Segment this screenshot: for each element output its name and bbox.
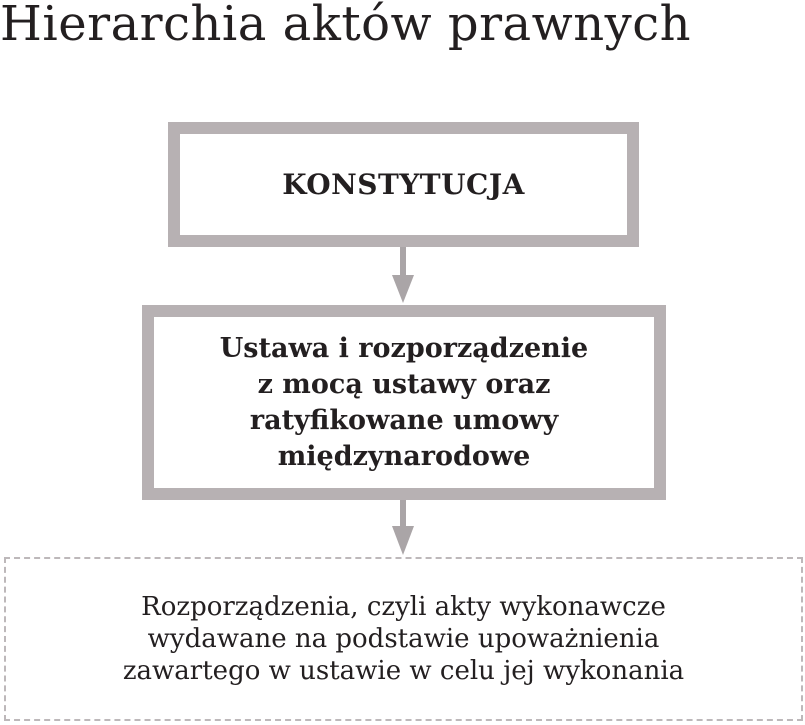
level-statutes-box: [142, 305, 666, 500]
arrow-down-icon: [388, 500, 418, 560]
level-constitution-label: KONSTYTUCJA: [282, 168, 525, 201]
level-statutes-line: Ustawa i rozporządzenie: [219, 332, 589, 364]
level-regulations-line: Rozporządzenia, czyli akty wykonawcze: [141, 592, 666, 622]
level-constitution-box: [168, 122, 639, 247]
arrow-down-icon: [388, 247, 418, 307]
level-regulations-line: zawartego w ustawie w celu jej wykonania: [122, 656, 685, 686]
diagram-title: Hierarchia aktów prawnych: [0, 0, 692, 52]
level-statutes-line: ratyfikowane umowy: [249, 404, 559, 436]
level-regulations-box: [4, 557, 803, 721]
level-statutes-line: międzynarodowe: [277, 440, 531, 472]
level-statutes-line: z mocą ustawy oraz: [257, 368, 551, 400]
level-regulations-line: wydawane na podstawie upoważnienia: [147, 624, 660, 654]
